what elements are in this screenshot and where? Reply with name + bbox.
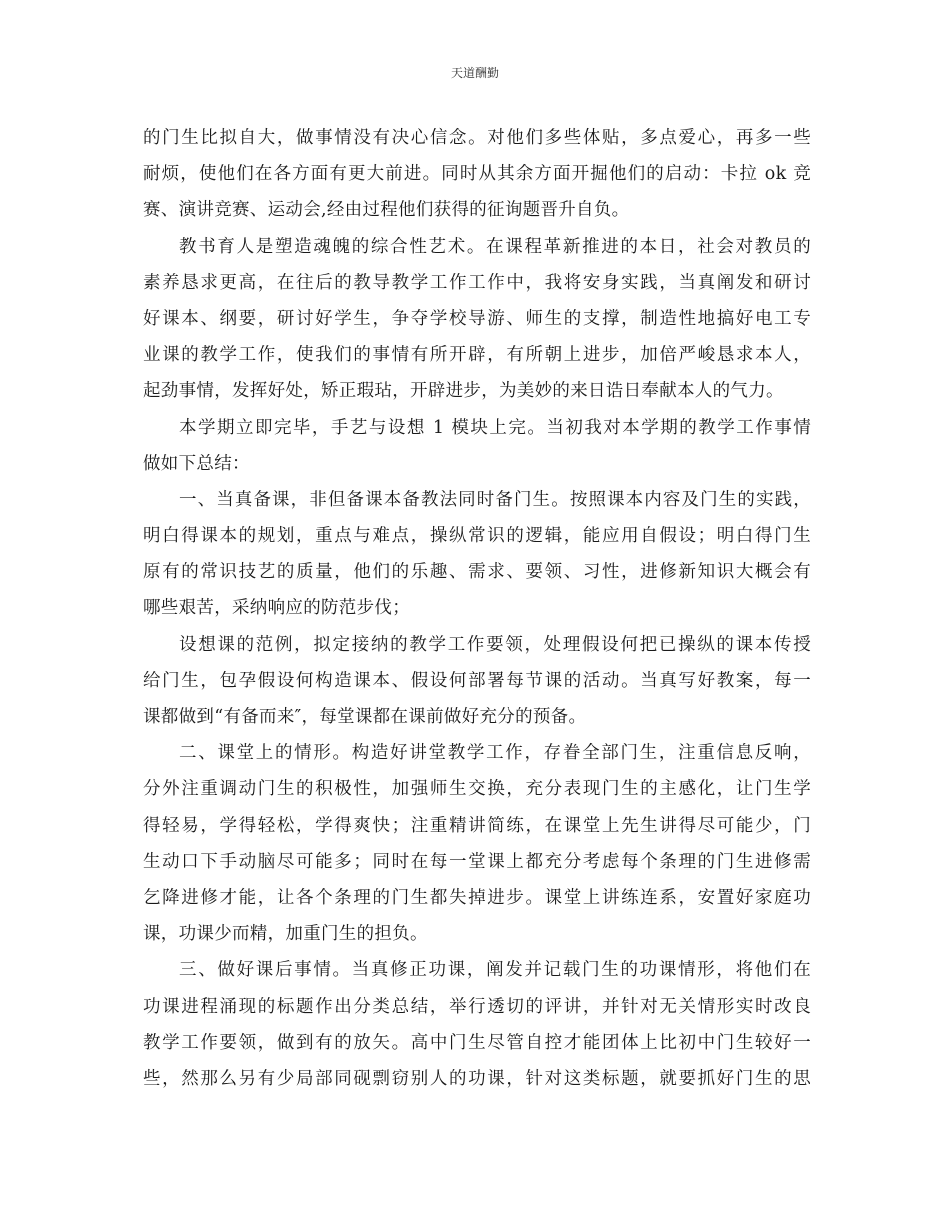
text-line: 业课的教学工作，使我们的事情有所开辟，有所朝上进步，加倍严峻恳求本人， <box>143 345 811 366</box>
text-line: 课都做到“有备而来″，每堂课都在课前做好充分的预备。 <box>143 707 587 727</box>
text-line: 原有的常识技艺的质量，他们的乐趣、需求、要领、习性，进修新知识大概会有 <box>143 562 811 583</box>
text-line: 教书育人是塑造魂魄的综合性艺术。在课程革新推进的本日，社会对教员的 <box>179 236 811 257</box>
text-line: 二、课堂上的情形。构造好讲堂教学工作，存眷全部门生，注重信息反响， <box>179 743 811 764</box>
text-line: 教学工作要领，做到有的放矢。高中门生尽管自控才能团体上比初中门生较好一 <box>143 1032 811 1053</box>
text-line: 一、当真备课，非但备课本备教法同时备门生。按照课本内容及门生的实践， <box>179 489 811 510</box>
page-header: 天道酬勤 <box>450 66 499 80</box>
text-line: 课，功课少而精，加重门生的担负。 <box>143 924 428 945</box>
text-line: 明白得课本的规划，重点与难点，操纵常识的逻辑，能应用自假设；明白得门生 <box>143 526 811 547</box>
text-line: 得轻易，学得轻松，学得爽快；注重精讲简练，在课堂上先生讲得尽可能少，门 <box>143 815 811 836</box>
text-line: 素养恳求更高，在往后的教导教学工作工作中，我将安身实践，当真阐发和研讨 <box>143 272 811 293</box>
text-line: 的门生比拟自大，做事情没有决心信念。对他们多些体贴，多点爱心，再多一些 <box>143 128 811 148</box>
text-line: 哪些艰苦，采纳响应的防范步伐； <box>143 598 410 619</box>
text-line: 分外注重调动门生的积极性，加强师生交换，充分表现门生的主感化，让门生学 <box>143 779 811 800</box>
text-line: 做如下总结： <box>143 453 250 474</box>
text-line: 设想课的范例，拟定接纳的教学工作要领，处理假设何把已操纵的课本传授 <box>179 634 811 655</box>
text-line: 起劲事情，发挥好处，矫正瑕玷，开辟进步，为美妙的来日诰日奉献本人的气力。 <box>143 381 784 402</box>
text-line: 三、做好课后事情。当真修正功课，阐发并记载门生的功课情形，将他们在 <box>179 960 811 981</box>
text-line: 给门生，包孕假设何构造课本、假设何部署每节课的活动。当真写好教案，每一 <box>143 670 811 691</box>
body-text <box>143 120 811 1097</box>
text-line: 耐烦，使他们在各方面有更大前进。同时从其余方面开掘他们的启动：卡拉 ok 竞 <box>143 164 811 185</box>
text-line: 好课本、纲要，研讨好学生，争夺学校导游、师生的支撑，制造性地搞好电工专 <box>143 308 811 329</box>
text-line: 赛、演讲竞赛、运动会,经由过程他们获得的征询题晋升自负。 <box>143 200 630 221</box>
text-line: 乞降进修才能，让各个条理的门生都失掉进步。课堂上讲练连系，安置好家庭功 <box>143 887 811 908</box>
text-line: 生动口下手动脑尽可能多；同时在每一堂课上都充分考虑每个条理的门生进修需 <box>143 851 811 872</box>
text-line: 功课进程涌现的标题作出分类总结，举行透切的评讲，并针对无关情形实时改良 <box>143 996 811 1017</box>
text-line: 些，然那么另有少局部同砚剽窃别人的功课，针对这类标题，就要抓好门生的思 <box>143 1068 811 1089</box>
text-line: 本学期立即完毕，手艺与设想 1 模块上完。当初我对本学期的教学工作事情 <box>179 417 811 438</box>
